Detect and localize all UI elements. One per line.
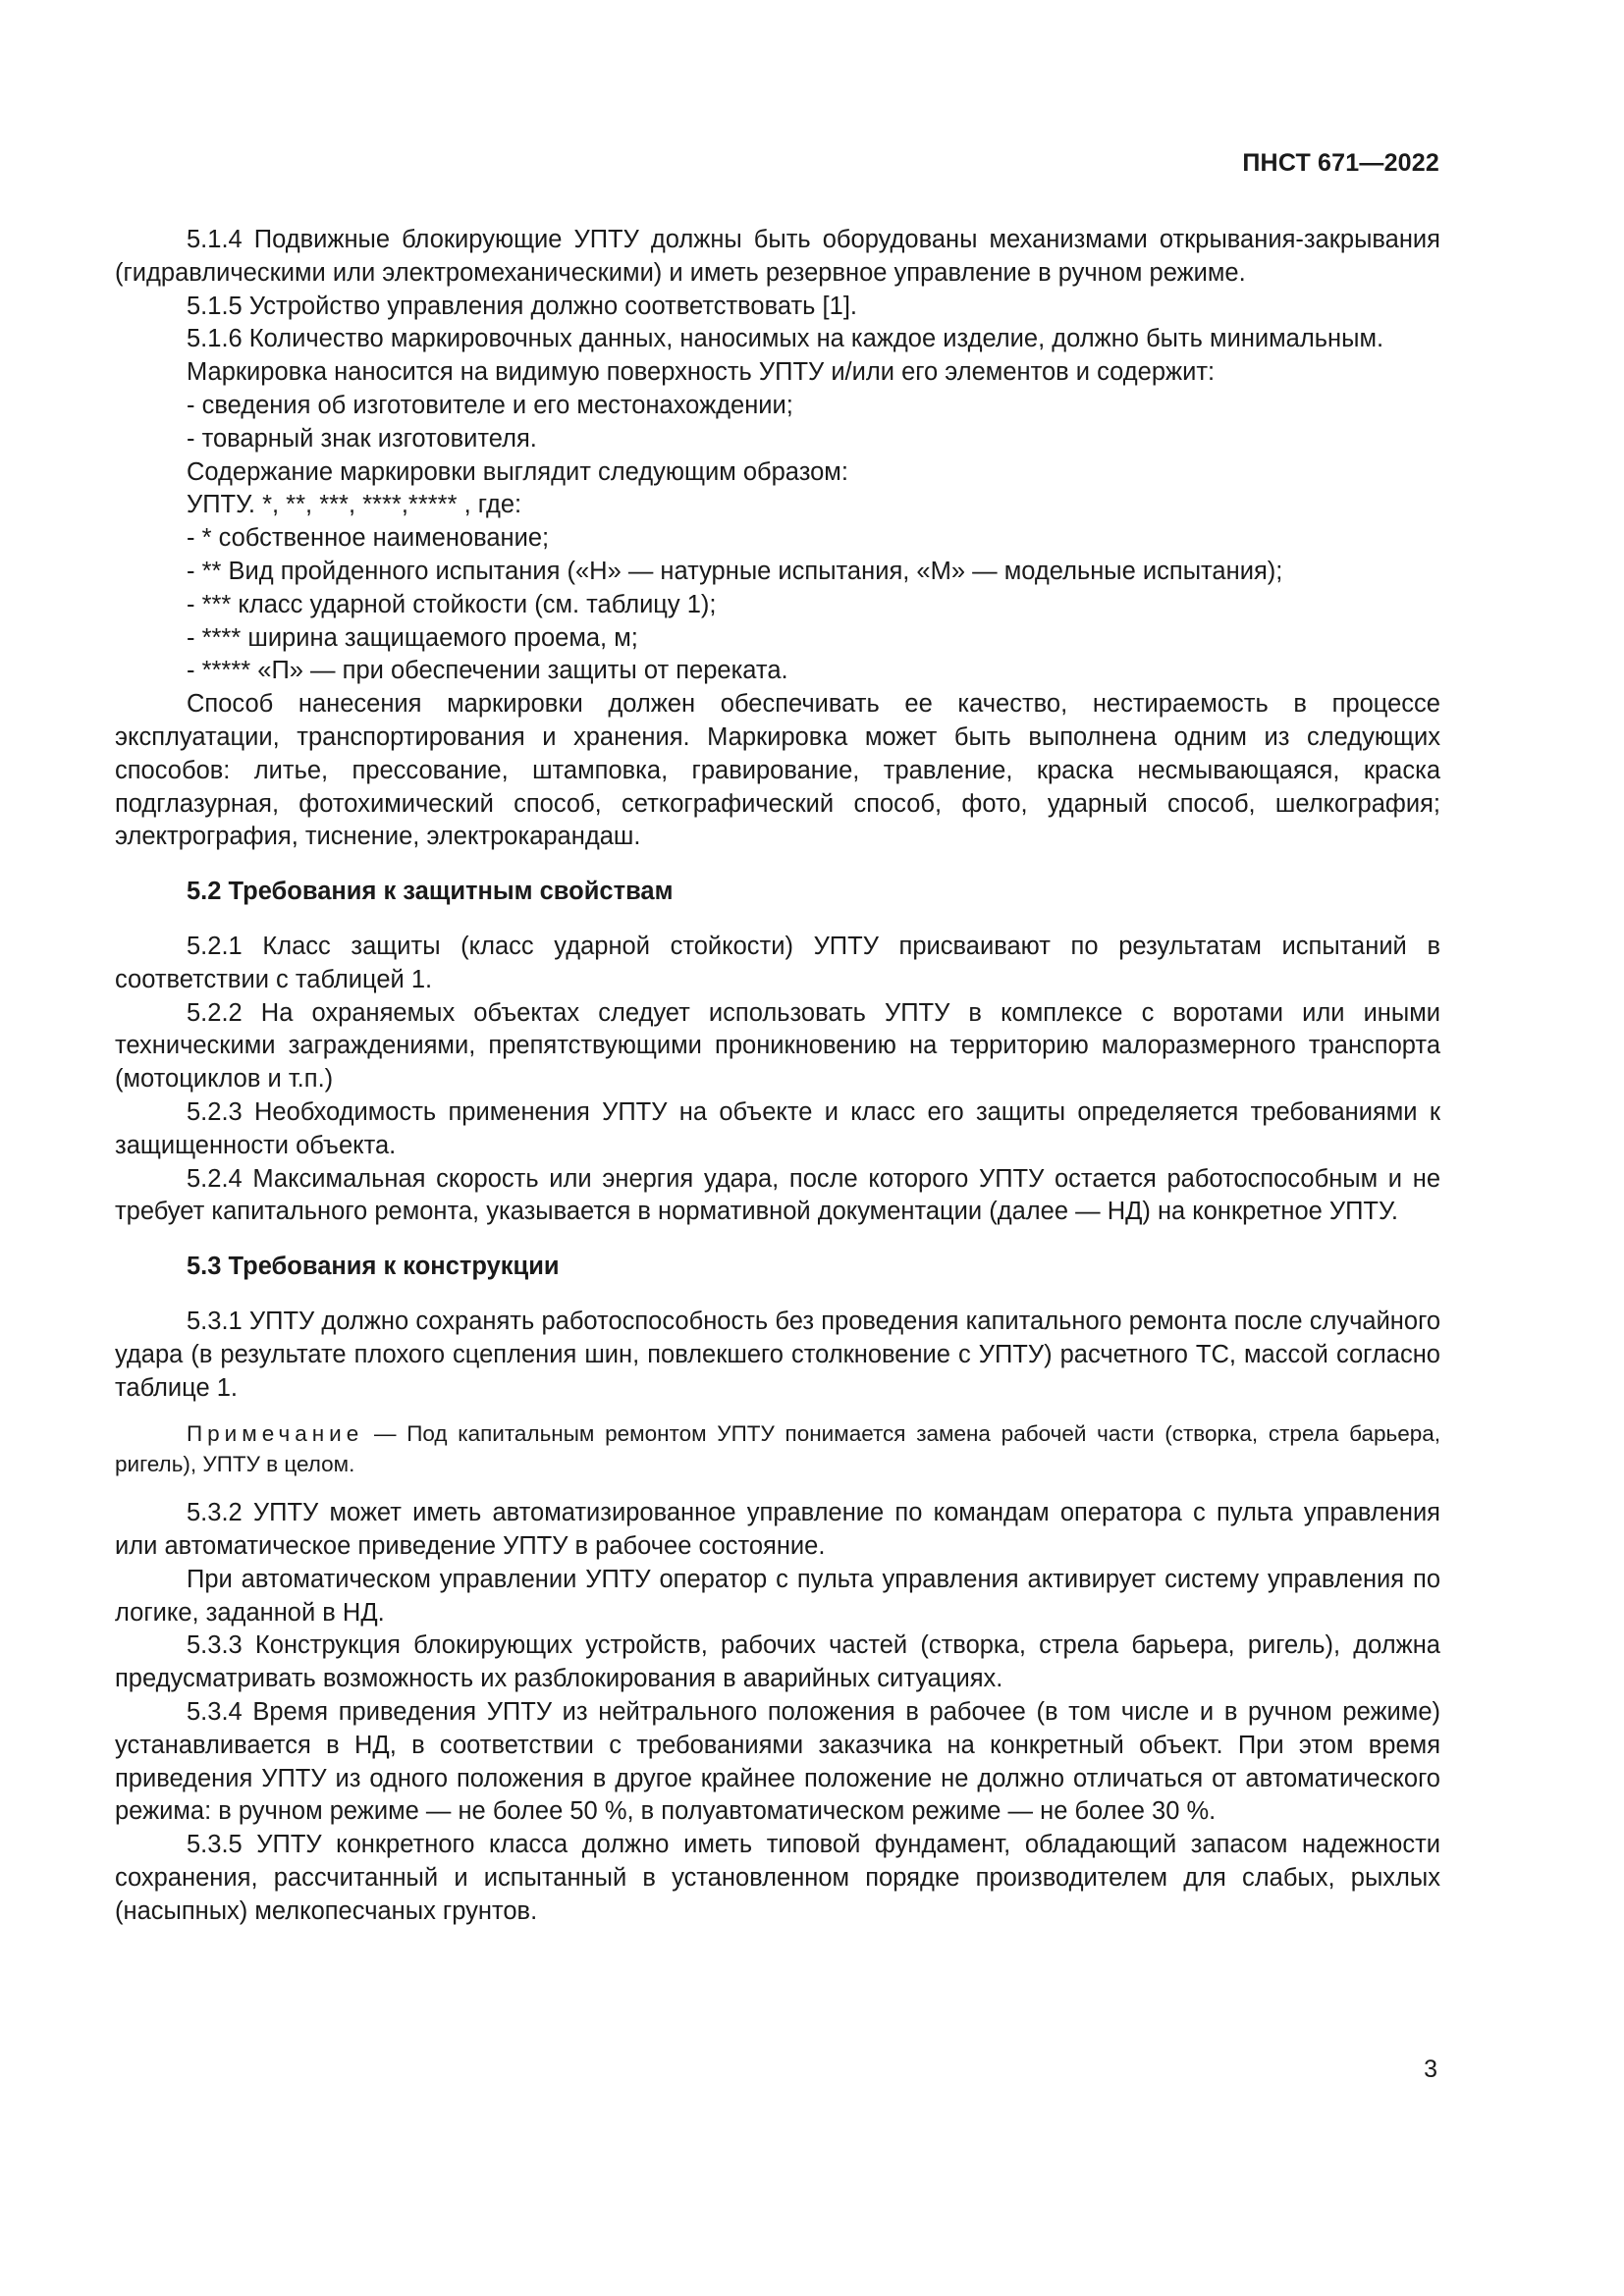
page-number: 3 <box>1424 2056 1437 2083</box>
note-label: Примечание <box>187 1421 364 1447</box>
paragraph-5-2-4: 5.2.4 Максимальная скорость или энергия удара, после которого УПТУ остается работоспособным и не требует капитального ремонта, указывается в нормативной документации (далее — НД) на конкретное УПТУ. <box>115 1164 1440 1226</box>
list-item: - *** класс ударной стойкости (см. таблицу 1); <box>187 590 717 618</box>
list-item: - ** Вид пройденного испытания («Н» — натурные испытания, «М» — модельные испытания); <box>187 557 1283 585</box>
paragraph-5-3-5: 5.3.5 УПТУ конкретного класса должно иметь типовой фундамент, обладающий запасом надежности сохранения, рассчитанный и испытанный в установленном порядке производителем для слабых, рыхлых (насыпных) мелкопесчаных грунтов. <box>115 1831 1440 1925</box>
document-body <box>115 224 1440 1929</box>
list-item: - товарный знак изготовителя. <box>187 424 537 453</box>
paragraph-5-3-3: 5.3.3 Конструкция блокирующих устройств, рабочих частей (створка, стрела барьера, ригель), должна предусматривать возможность их разблокирования в аварийных ситуациях. <box>115 1631 1440 1693</box>
paragraph-5-2-2: 5.2.2 На охраняемых объектах следует использовать УПТУ в комплексе с воротами или иными техническими заграждениями, препятствующими проникновению на территорию малоразмерного транспорта (мотоциклов и т.п.) <box>115 998 1440 1094</box>
document-code: ПНСТ 671—2022 <box>1242 149 1439 177</box>
paragraph-auto-control: При автоматическом управлении УПТУ оператор с пульта управления активирует систему управления по логике, заданной в НД. <box>115 1565 1440 1627</box>
paragraph-marking-content: Содержание маркировки выглядит следующим образом: <box>187 457 848 486</box>
list-item: - сведения об изготовителе и его местонахождении; <box>187 391 793 419</box>
paragraph-5-3-1: 5.3.1 УПТУ должно сохранять работоспособность без проведения капитального ремонта после случайного удара (в результате плохого сцепления шин, повлекшего столкновение с УПТУ) расчетного ТС, массой согласно таблице 1. <box>115 1307 1440 1402</box>
paragraph-5-3-4: 5.3.4 Время приведения УПТУ из нейтрального положения в рабочее (в том числе и в ручном режиме) устанавливается в НД, в соответствии с требованиями заказчика на конкретный объект. При этом время приведения УПТУ из одного положения в другое крайнее положение не должно отличаться от автоматического режима: в ручном режиме — не более 50 %, в полуавтоматическом режиме — не более 30 %. <box>115 1698 1440 1826</box>
paragraph-5-2-3: 5.2.3 Необходимость применения УПТУ на объекте и класс его защиты определяется требованиями к защищенности объекта. <box>115 1097 1440 1159</box>
paragraph-marking-intro: Маркировка наносится на видимую поверхность УПТУ и/или его элементов и содержит: <box>187 358 1216 387</box>
note <box>115 1418 1440 1479</box>
list-item: - **** ширина защищаемого проема, м; <box>187 623 638 652</box>
list-item: - * собственное наименование; <box>187 524 550 553</box>
paragraph-5-1-6: 5.1.6 Количество маркировочных данных, наносимых на каждое изделие, должно быть минимальным. <box>187 325 1384 353</box>
paragraph-5-1-4: 5.1.4 Подвижные блокирующие УПТУ должны быть оборудованы механизмами открывания-закрывания (гидравлическими или электромеханическими) и иметь резервное управление в ручном режиме. <box>115 226 1440 287</box>
paragraph-5-2-1: 5.2.1 Класс защиты (класс ударной стойкости) УПТУ присваивают по результатам испытаний в соответствии с таблицей 1. <box>115 932 1440 993</box>
section-heading-5-3: 5.3 Требования к конструкции <box>187 1253 560 1281</box>
paragraph-5-1-5: 5.1.5 Устройство управления должно соответствовать [1]. <box>187 292 857 320</box>
paragraph-marking-format: УПТУ. *, **, ***, ****,***** , где: <box>187 491 522 519</box>
paragraph-marking-method: Способ нанесения маркировки должен обеспечивать ее качество, нестираемость в процессе эксплуатации, транспортирования и хранения. Маркировка может быть выполнена одним из следующих способов: литье, прессование, штамповка, гравирование, травление, краска несмывающаяся, краска подглазурная, фотохимический способ, сеткографический способ, фото, ударный способ, шелкография; электрография, тиснение, электрокарандаш. <box>115 690 1440 851</box>
paragraph-5-3-2: 5.3.2 УПТУ может иметь автоматизированное управление по командам оператора с пульта управления или автоматическое приведение УПТУ в рабочее состояние. <box>115 1499 1440 1561</box>
list-item: - ***** «П» — при обеспечении защиты от переката. <box>187 657 788 685</box>
section-heading-5-2: 5.2 Требования к защитным свойствам <box>187 878 674 906</box>
note-text: — Под капитальным ремонтом УПТУ понимается замена рабочей части (створка, стрела барьера, ригель), УПТУ в целом. <box>115 1421 1440 1477</box>
